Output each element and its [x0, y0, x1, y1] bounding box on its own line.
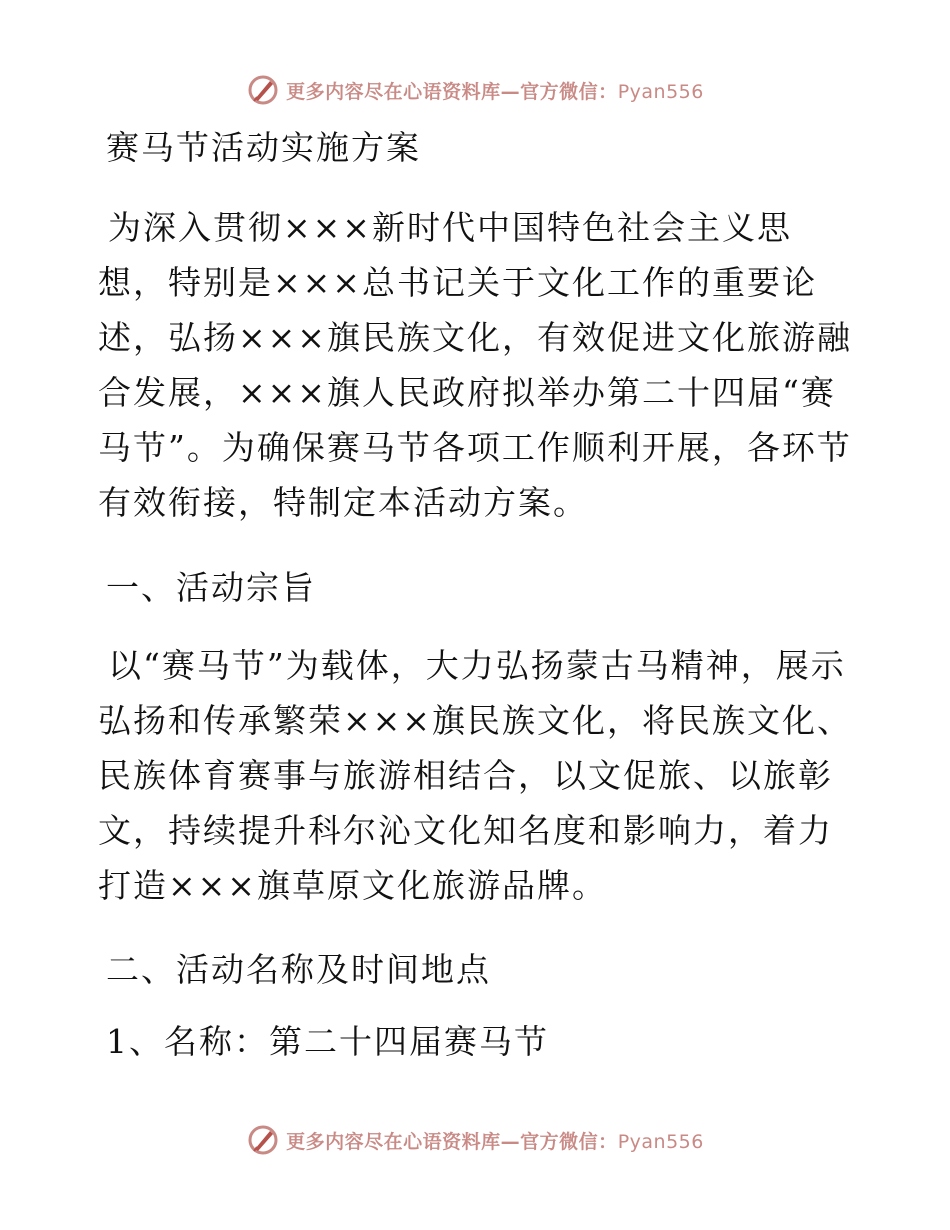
watermark-wechat-id: Pyan556: [617, 1130, 704, 1153]
watermark-separator: —: [500, 80, 521, 103]
intro-paragraph: 为深入贯彻×××新时代中国特色社会主义思想，特别是×××总书记关于文化工作的重要论述，弘扬×××旗民族文化，有效促进文化旅游融合发展，×××旗人民政府拟举办第二十四届“赛马节”。为确保赛马节各项工作顺利开展，各环节有效衔接，特制定本活动方案。: [98, 208, 852, 522]
watermark-text: [286, 77, 704, 104]
watermark-wechat-id: Pyan556: [617, 80, 704, 103]
watermark-footer: [0, 1120, 950, 1160]
quill-logo-icon: [246, 1123, 280, 1157]
section-heading-purpose: 一、活动宗旨: [106, 568, 316, 607]
watermark-header: [0, 70, 950, 110]
list-item-name: 1、名称：第二十四届赛马节: [106, 1022, 549, 1061]
watermark-separator: —: [500, 1130, 521, 1153]
watermark-wechat-label: 官方微信：: [520, 1130, 618, 1153]
document-title: 赛马节活动实施方案: [106, 128, 421, 167]
watermark-main: 更多内容尽在心语资料库: [286, 80, 501, 103]
section-heading-name-time-place: 二、活动名称及时间地点: [106, 950, 491, 989]
watermark-text: [286, 1127, 704, 1154]
watermark-wechat-label: 官方微信：: [520, 80, 618, 103]
quill-logo-icon: [246, 73, 280, 107]
purpose-paragraph: 以“赛马节”为载体，大力弘扬蒙古马精神，展示弘扬和传承繁荣×××旗民族文化，将民族文化、民族体育赛事与旅游相结合，以文促旅、以旅彰文，持续提升科尔沁文化知名度和影响力，着力打造×××旗草原文化旅游品牌。: [98, 646, 852, 905]
watermark-main: 更多内容尽在心语资料库: [286, 1130, 501, 1153]
